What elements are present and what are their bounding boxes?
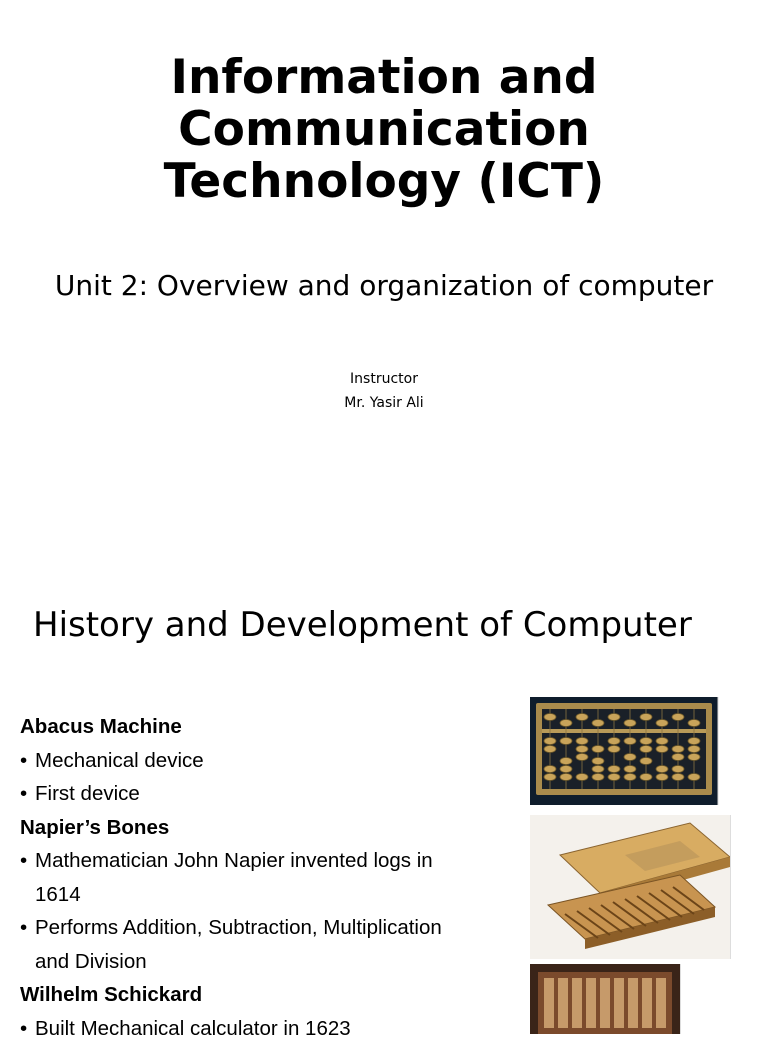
history-heading: History and Development of Computer [33,604,692,646]
bullet-item: • Performs Addition, Subtraction, Multiplication and Division [20,911,460,978]
abacus-image [530,697,768,805]
bullet-item: • Mechanical device [20,744,460,778]
bullet-item: • Mathematician John Napier invented logs in 1614 [20,844,460,911]
bullet-item: • First device [20,777,460,811]
slide-subtitle: Unit 2: Overview and organization of computer [0,268,768,304]
instructor-label: Instructor [0,367,768,391]
slide-title: Information and Communication Technology (ICT) [40,52,728,208]
history-slide [0,576,768,1024]
napiers-bones-image [530,815,768,959]
instructor-block [0,367,768,415]
schickard-calculator-image [530,964,768,1034]
section-heading-schickard: Wilhelm Schickard [20,978,460,1012]
history-content [20,710,460,1045]
section-heading-abacus: Abacus Machine [20,710,460,744]
instructor-name: Mr. Yasir Ali [0,391,768,415]
bullet-item: • Built Mechanical calculator in 1623 [20,1012,460,1045]
section-heading-napier: Napier’s Bones [20,811,460,845]
